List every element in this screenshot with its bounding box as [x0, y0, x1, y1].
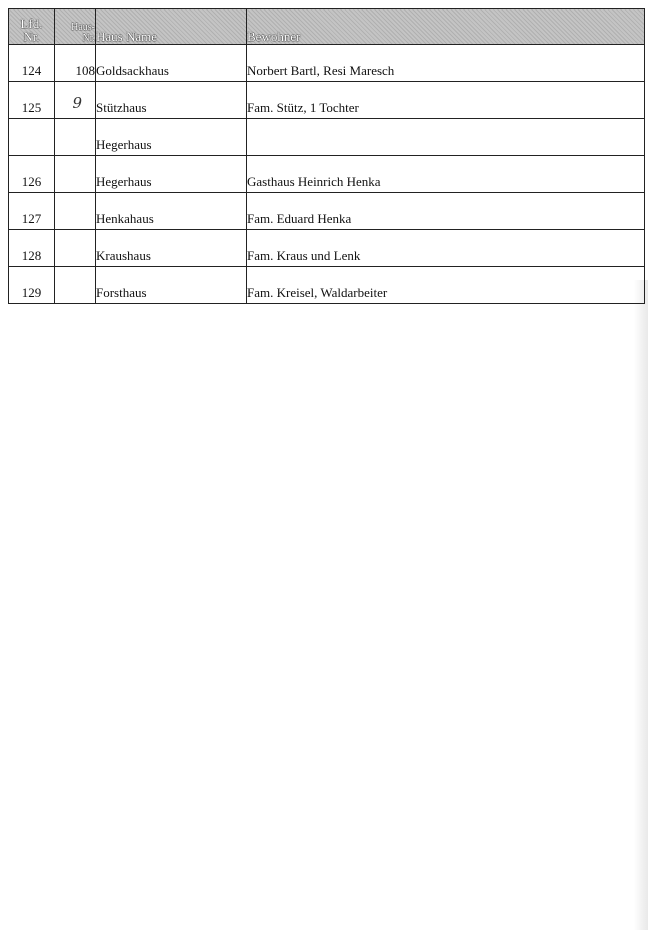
cell-lfd-nr: 127: [9, 193, 55, 230]
header-haus-nr: [55, 9, 96, 45]
cell-lfd-nr: 129: [9, 267, 55, 304]
header-haus-nr-line1: Haus-: [71, 22, 95, 33]
cell-bewohner: Norbert Bartl, Resi Maresch: [247, 45, 645, 82]
cell-lfd-nr: 126: [9, 156, 55, 193]
cell-haus-name: Forsthaus: [96, 267, 247, 304]
cell-lfd-nr: [9, 119, 55, 156]
table-row: [9, 82, 645, 119]
cell-haus-nr: [55, 82, 96, 119]
page-edge-shadow: [634, 280, 648, 930]
table-row: [9, 156, 645, 193]
cell-bewohner: Fam. Stütz, 1 Tochter: [247, 82, 645, 119]
cell-haus-nr: [55, 193, 96, 230]
cell-lfd-nr: 124: [9, 45, 55, 82]
cell-bewohner: Fam. Eduard Henka: [247, 193, 645, 230]
cell-bewohner: Fam. Kraus und Lenk: [247, 230, 645, 267]
cell-haus-name: Hegerhaus: [96, 156, 247, 193]
table-header-row: [9, 9, 645, 45]
table-row: [9, 230, 645, 267]
cell-bewohner: Fam. Kreisel, Waldarbeiter: [247, 267, 645, 304]
cell-haus-nr: 108: [55, 45, 96, 82]
table-row: [9, 193, 645, 230]
cell-haus-name: Hegerhaus: [96, 119, 247, 156]
cell-haus-name: Goldsackhaus: [96, 45, 247, 82]
cell-haus-nr: [55, 230, 96, 267]
table-row: [9, 119, 645, 156]
header-lfd-nr: [9, 9, 55, 45]
header-lfd-line1: Lfd.: [20, 15, 43, 31]
cell-haus-name: Kraushaus: [96, 230, 247, 267]
house-register-table: [8, 8, 645, 304]
cell-bewohner: [247, 119, 645, 156]
cell-lfd-nr: 125: [9, 82, 55, 119]
cell-haus-nr: [55, 156, 96, 193]
cell-haus-nr: [55, 267, 96, 304]
cell-haus-name: Stützhaus: [96, 82, 247, 119]
cell-lfd-nr: 128: [9, 230, 55, 267]
header-haus-nr-line2: Nr.: [82, 32, 95, 44]
header-lfd-line2: Nr.: [23, 29, 40, 45]
handwritten-haus-nr: 9: [72, 94, 82, 112]
header-haus-name: Haus Name: [96, 9, 247, 45]
cell-bewohner: Gasthaus Heinrich Henka: [247, 156, 645, 193]
cell-haus-name: Henkahaus: [96, 193, 247, 230]
table-row: [9, 45, 645, 82]
cell-haus-nr: [55, 119, 96, 156]
header-bewohner: Bewohner: [247, 9, 645, 45]
table-row: [9, 267, 645, 304]
